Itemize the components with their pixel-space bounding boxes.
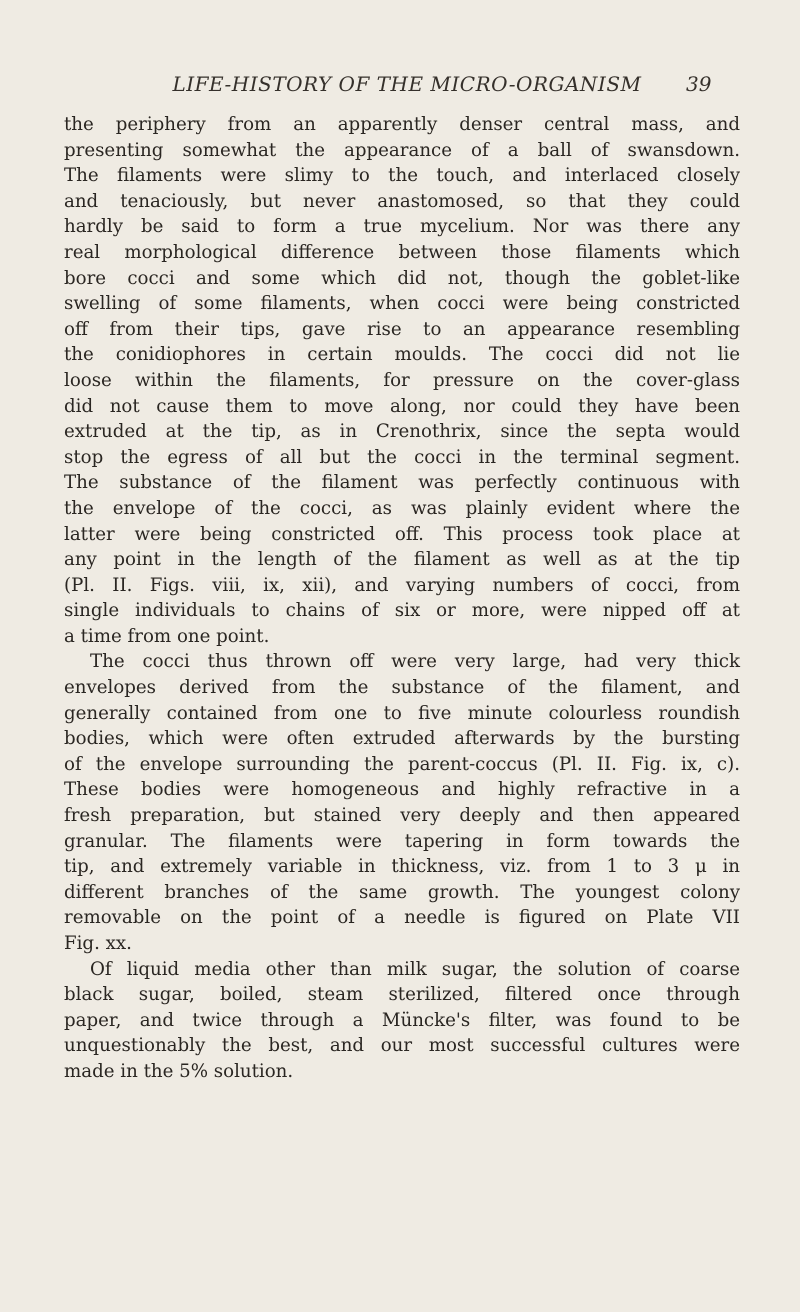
text-line: real morphological difference between those filaments which — [64, 241, 740, 263]
text-line: different branches of the same growth. The youngest colony — [64, 881, 740, 903]
text-line: single individuals to chains of six or more, were nipped off at — [64, 600, 740, 622]
text-line: and tenaciously, but never anastomosed, so that they could — [64, 190, 740, 212]
text-line: granular. The filaments were tapering in form towards the — [64, 830, 740, 852]
text-line: presenting somewhat the appearance of a ball of swansdown. — [64, 139, 740, 161]
text-line: swelling of some filaments, when cocci were being constricted — [64, 293, 740, 315]
paragraph-1 — [64, 112, 740, 649]
text-line: paper, and twice through a Müncke's filter, was found to be — [64, 1009, 740, 1031]
text-line: tip, and extremely variable in thickness, viz. from 1 to 3 μ in — [64, 856, 740, 878]
text-line: The cocci thus thrown off were very large, had very thick — [90, 651, 740, 673]
text-line: envelopes derived from the substance of the filament, and — [64, 677, 740, 699]
text-line: did not cause them to move along, nor could they have been — [64, 395, 740, 417]
page-number: 39 — [686, 72, 712, 96]
text-line: any point in the length of the filament as well as at the tip — [64, 549, 740, 571]
text-line: fresh preparation, but stained very deeply and then appeared — [64, 805, 740, 827]
text-line: made in the 5% solution. — [64, 1060, 294, 1082]
text-line: latter were being constricted off. This process took place at — [64, 523, 740, 545]
text-line: a time from one point. — [64, 625, 270, 647]
text-line: off from their tips, gave rise to an appearance resembling — [64, 318, 740, 340]
text-line: the envelope of the cocci, as was plainly evident where the — [64, 497, 740, 519]
text-line: Of liquid media other than milk sugar, the solution of coarse — [90, 958, 740, 980]
text-line: unquestionably the best, and our most successful cultures were — [64, 1035, 740, 1057]
text-line: loose within the filaments, for pressure on the cover-glass — [64, 369, 740, 391]
text-line: generally contained from one to five minute colourless roundish — [64, 702, 740, 724]
running-head: LIFE-HISTORY OF THE MICRO-ORGANISM — [172, 72, 642, 96]
text-line: bore cocci and some which did not, though the goblet-like — [64, 267, 740, 289]
text-line: (Pl. II. Figs. viii, ix, xii), and varying numbers of cocci, from — [64, 574, 740, 596]
text-line: extruded at the tip, as in Crenothrix, since the septa would — [64, 421, 740, 443]
text-line: Fig. xx. — [64, 933, 132, 954]
text-line: hardly be said to form a true mycelium. Nor was there any — [64, 216, 740, 238]
text-line: bodies, which were often extruded afterwards by the bursting — [64, 728, 740, 750]
paragraph-2 — [64, 649, 740, 956]
text-line: the conidiophores in certain moulds. The cocci did not lie — [64, 344, 740, 366]
text-line: the periphery from an apparently denser central mass, and — [64, 114, 740, 135]
text-line: The filaments were slimy to the touch, and interlaced closely — [64, 165, 740, 187]
text-line: removable on the point of a needle is figured on Plate VII — [64, 907, 740, 929]
paragraph-3 — [64, 957, 740, 1085]
text-line: stop the egress of all but the cocci in the terminal segment. — [64, 446, 740, 468]
text-line: black sugar, boiled, steam sterilized, filtered once through — [64, 984, 740, 1006]
text-line: These bodies were homogeneous and highly refractive in a — [64, 779, 740, 801]
text-line: The substance of the filament was perfectly continuous with — [64, 472, 740, 494]
text-line: of the envelope surrounding the parent-coccus (Pl. II. Fig. ix, c). — [64, 753, 740, 775]
body-text — [64, 112, 740, 1085]
